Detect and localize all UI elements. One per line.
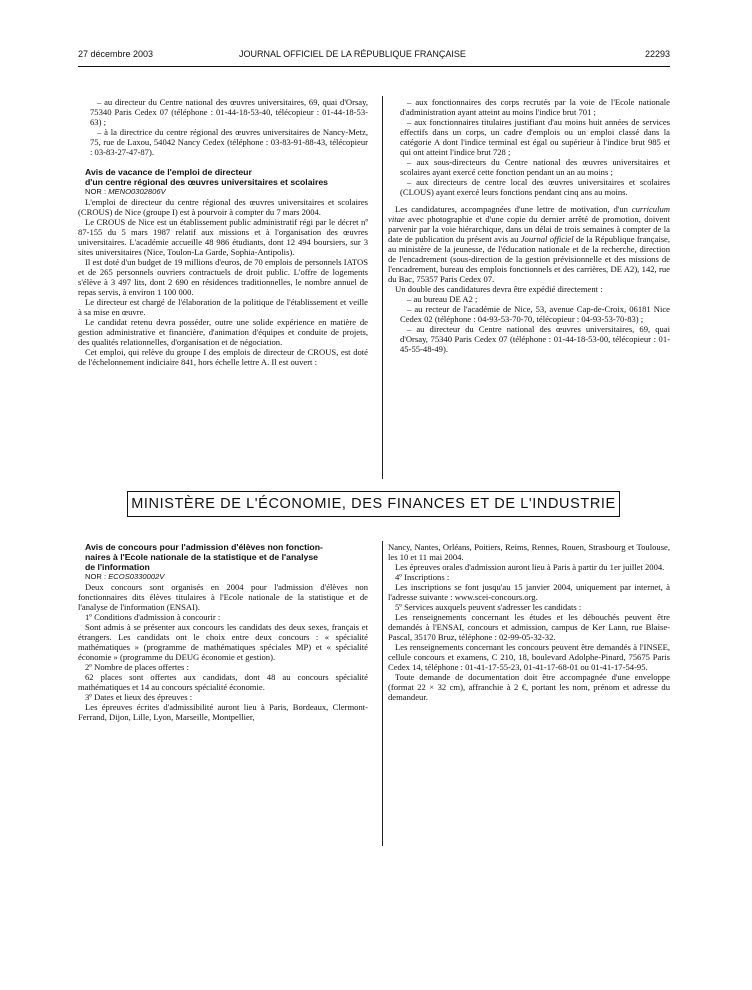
paragraph: Les renseignements concernant les concours peuvent être demandés à l'INSEE, cellule concours et examens, C 210, 18, boulevard Adolphe-Pinard, 75675 Paris Cedex 14, téléphone : 01-41-17-55-23, 01-41-17-68-01 ou 01-41-17-54-95.	[388, 642, 670, 672]
section-heading-line3: de l'information	[85, 562, 150, 572]
list-item: – au directeur du Centre national des œuvres universitaires, 69, quai d'Orsay, 75340 Paris Cedex 07 (téléphone : 01-44-18-53-00, télécopieur : 01-45-55-48-49).	[400, 324, 670, 354]
paragraph: Les renseignements concernant les études et les débouchés peuvent être demandés à l'ENSAI, concours et admission, campus de Ker Lann, rue Blaise-Pascal, 35170 Bruz, téléphone : 02-99-05-32-32.	[388, 612, 670, 642]
top-left-column	[78, 97, 368, 367]
header-journal-title: JOURNAL OFFICIEL DE LA RÉPUBLIQUE FRANÇAISE	[239, 49, 466, 59]
column-divider-bottom	[382, 541, 383, 846]
list-item: – au bureau DE A2 ;	[407, 294, 478, 304]
paragraph: 5º Services auxquels peuvent s'adresser les candidats :	[395, 602, 582, 612]
bottom-left-column	[78, 542, 368, 722]
ministry-title: MINISTÈRE DE L'ÉCONOMIE, DES FINANCES ET DE L'INDUSTRIE	[127, 491, 620, 517]
paragraph: Le candidat retenu devra posséder, outre une solide expérience en matière de gestion administrative et financière, d'animation d'équipes et conduite de projets, des qualités relationnelles, d'organisation et de négociation.	[78, 317, 368, 347]
paragraph: Toute demande de documentation doit être accompagnée d'une enveloppe (format 22 × 32 cm), affranchie à 2 €, portant les nom, prénom et adresse du demandeur.	[388, 672, 670, 702]
paragraph: 1º Conditions d'admission à concourir :	[85, 612, 221, 622]
paragraph: Nancy, Nantes, Orléans, Poitiers, Reims, Rennes, Rouen, Strasbourg et Toulouse, les 10 et 11 mai 2004.	[388, 542, 670, 562]
page-header	[78, 49, 670, 63]
bottom-right-column	[388, 542, 670, 702]
list-item: – au recteur de l'académie de Nice, 53, avenue Cap-de-Croix, 06181 Nice Cedex 02 (téléphone : 04-93-53-70-70, télécopieur : 04-93-53-70-83) ;	[400, 304, 670, 324]
list-item: – aux sous-directeurs du Centre national des œuvres universitaires et scolaires ayant exercé cette fonction pendant un an au moins ;	[400, 157, 670, 177]
paragraph: Les inscriptions se font jusqu'au 15 janvier 2004, uniquement par internet, à l'adresse suivante : www.scei-concours.org.	[388, 582, 670, 602]
paragraph: Un double des candidatures devra être expédié directement :	[395, 284, 603, 294]
paragraph: Cet emploi, qui relève du groupe I des emplois de directeur de CROUS, est doté de l'échelonnement indiciaire 841, hors échelle lettre A. Il est ouvert :	[78, 347, 368, 367]
section-heading-line1: Avis de vacance de l'emploi de directeur	[85, 167, 252, 177]
nor-reference: NOR : ECOS0330002V	[85, 572, 165, 581]
paragraph: Deux concours sont organisés en 2004 pour l'admission d'élèves non fonctionnaires dits élèves titulaires à l'Ecole nationale de la statistique et de l'analyse de l'information (ENSAI).	[78, 582, 368, 612]
header-page-number: 22293	[644, 49, 670, 59]
list-item: – aux directeurs de centre local des œuvres universitaires et scolaires (CLOUS) ayant exercé leurs fonctions pendant cinq ans au moins.	[400, 177, 670, 197]
paragraph: Il est doté d'un budget de 19 millions d'euros, de 70 emplois de personnels IATOS et de 265 personnels ouvriers contractuels de droit public. L'offre de logements s'élève à 3 497 lits, dont 2 690 en résidences traditionnelles, le nombre annuel de repas servis, à environ 1 100 000.	[78, 257, 368, 297]
header-rule	[78, 66, 670, 67]
paragraph: 4º Inscriptions :	[395, 572, 450, 582]
paragraph: Les épreuves écrites d'admissibilité auront lieu à Paris, Bordeaux, Clermont-Ferrand, Dijon, Lille, Lyon, Marseille, Montpellier,	[78, 702, 368, 722]
list-item: – aux fonctionnaires titulaires justifiant d'au moins huit années de services effectifs dans un corps, un cadre d'emplois ou un emploi classé dans la catégorie A dont l'indice terminal est égal ou supérieur à l'indice brut 985 et qui ont atteint l'indice brut 728 ;	[400, 117, 670, 157]
column-divider-top	[382, 96, 383, 479]
section-heading-line2: d'un centre régional des œuvres universitaires et scolaires	[85, 177, 328, 187]
list-item: – à la directrice du centre régional des œuvres universitaires de Nancy-Metz, 75, rue de Laxou, 54042 Nancy Cedex (téléphone : 03-83-91-88-43, télécopieur : 03-83-27-47-87).	[90, 127, 368, 157]
paragraph: Les épreuves orales d'admission auront lieu à Paris à partir du 1er juillet 2004.	[395, 562, 665, 572]
top-right-column	[388, 97, 670, 354]
list-item: – aux fonctionnaires des corps recrutés par la voie de l'Ecole nationale d'administration ayant atteint au moins l'indice brut 701 ;	[400, 97, 670, 117]
paragraph: Le CROUS de Nice est un établissement public administratif régi par le décret nº 87-155 du 5 mars 1987 relatif aux missions et à l'organisation des œuvres universitaires. L'académie accueille 48 986 étudiants, dont 12 494 boursiers, sur 3 sites universitaires (Nice, Toulon-La Garde, Sophia-Antipolis).	[78, 217, 368, 257]
list-item: – au directeur du Centre national des œuvres universitaires, 69, quai d'Orsay, 75340 Paris Cedex 07 (téléphone : 01-44-18-53-40, télécopieur : 01-44-18-53-63) ;	[90, 97, 368, 127]
section-heading-line1: Avis de concours pour l'admission d'élèves non fonction-	[85, 542, 323, 552]
header-date: 27 décembre 2003	[78, 49, 154, 59]
paragraph: 2º Nombre de places offertes :	[85, 662, 189, 672]
paragraph: Les candidatures, accompagnées d'une lettre de motivation, d'un curriculum vitae avec photographie et d'une copie du dernier arrêté de promotion, doivent parvenir par la voie hiérarchique, dans un délai de trois semaines à compter de la date de publication du présent avis au Journal officiel de la République française, au ministère de la jeunesse, de l'éducation nationale et de la recherche, direction de l'encadrement (sous-direction de la gestion prévisionnelle et des missions de l'encadrement, bureau des emplois fonctionnels et des carrières, DE A2), 142, rue du Bac, 75357 Paris Cedex 07.	[388, 204, 670, 284]
paragraph: 62 places sont offertes aux candidats, dont 48 au concours spécialité mathématiques et 14 au concours spécialité économie.	[78, 672, 368, 692]
paragraph: 3º Dates et lieux des épreuves :	[85, 692, 193, 702]
section-heading-line2: naires à l'Ecole nationale de la statistique et de l'analyse	[85, 552, 318, 562]
paragraph: Sont admis à se présenter aux concours les candidats des deux sexes, français et étrangers. Les candidats ont le choix entre deux concours : « spécialité mathématiques » (programme de mathématiques spéciales MP) et « spécialité économie » (programme du DEUG économie et gestion).	[78, 622, 368, 662]
nor-reference: NOR : MENO0302806V	[85, 187, 166, 196]
paragraph: L'emploi de directeur du centre régional des œuvres universitaires et scolaires (CROUS) de Nice (groupe I) est à pourvoir à compter du 7 mars 2004.	[78, 197, 368, 217]
paragraph: Le directeur est chargé de l'élaboration de la politique de l'établissement et veille à sa mise en œuvre.	[78, 297, 368, 317]
